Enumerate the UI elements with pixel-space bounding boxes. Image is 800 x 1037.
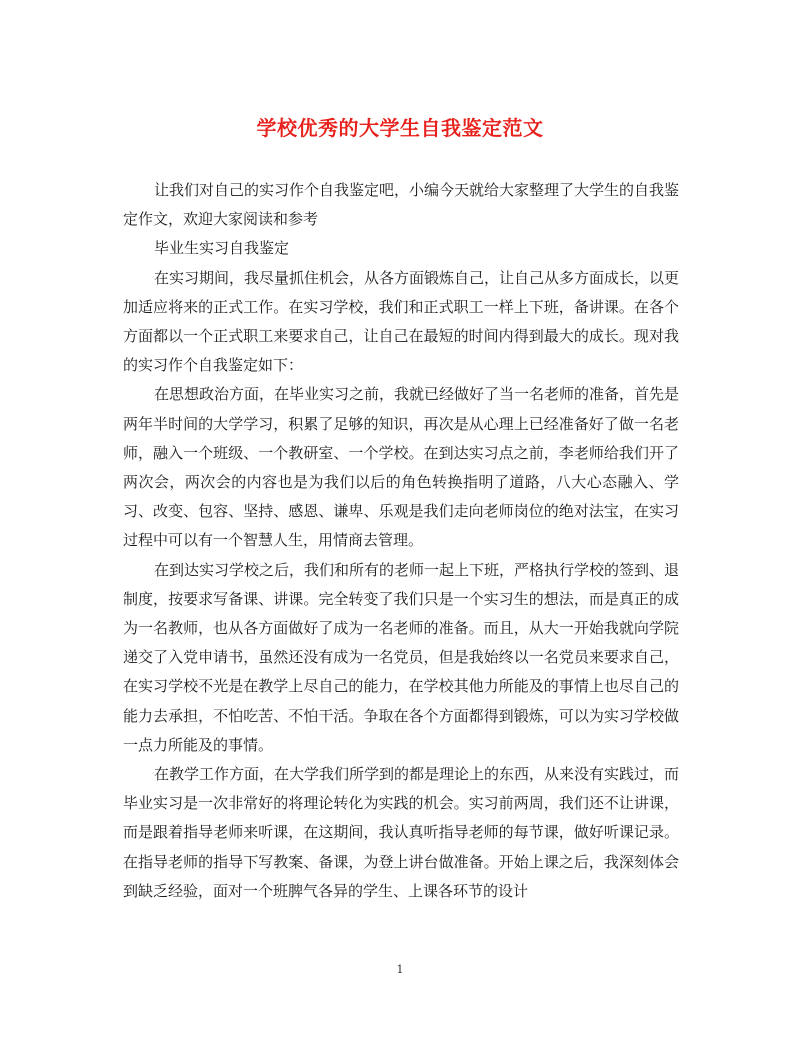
body-paragraph: 在思想政治方面，在毕业实习之前，我就已经做好了当一名老师的准备，首先是两年半时间的大学学习，积累了足够的知识，再次是从心理上已经准备好了做一名老师，融入一个班级、一个教研室、一个学校。在到达实习点之前，李老师给我们开了两次会，两次会的内容也是为我们以后的角色转换指明了道路，八大心态融入、学习、改变、包容、坚持、感恩、谦卑、乐观是我们走向老师岗位的绝对法宝，在实习过程中可以有一个智慧人生，用情商去管理。: [123, 385, 680, 550]
body-paragraph: 在到达实习学校之后，我们和所有的老师一起上下班，严格执行学校的签到、退制度，按要求写备课、讲课。完全转变了我们只是一个实习生的想法，而是真正的成为一名教师，也从各方面做好了成为一名老师的准备。而且，从大一开始我就向学院递交了入党申请书，虽然还没有成为一名党员，但是我始终以一名党员来要求自己，在实习学校不光是在教学上尽自己的能力，在学校其他力所能及的事情上也尽自己的能力去承担，不怕吃苦、不怕干活。争取在各个方面都得到锻炼，可以为实习学校做一点力所能及的事情。: [123, 560, 680, 754]
document-body: [123, 176, 679, 906]
body-paragraph: 在实习期间，我尽量抓住机会，从各方面锻炼自己，让自己从多方面成长，以更加适应将来的正式工作。在实习学校，我们和正式职工一样上下班，备讲课。在各个方面都以一个正式职工来要求自己，让自己在最短的时间内得到最大的成长。现对我的实习作个自我鉴定如下：: [123, 268, 680, 375]
intro-paragraph: 让我们对自己的实习作个自我鉴定吧，小编今天就给大家整理了大学生的自我鉴定作文，欢迎大家阅读和参考: [123, 181, 680, 229]
document-title: 学校优秀的大学生自我鉴定范文: [256, 116, 544, 140]
section-heading: 毕业生实习自我鉴定: [154, 239, 290, 258]
page-number: 1: [396, 963, 404, 976]
body-paragraph: 在教学工作方面，在大学我们所学到的都是理论上的东西，从来没有实践过，而毕业实习是一次非常好的将理论转化为实践的机会。实习前两周，我们还不让讲课，而是跟着指导老师来听课，在这期间，我认真听指导老师的每节课，做好听课记录。在指导老师的指导下写教案、备课，为登上讲台做准备。开始上课之后，我深刻体会到缺乏经验，面对一个班脾气各异的学生、上课各环节的设计: [123, 765, 680, 900]
